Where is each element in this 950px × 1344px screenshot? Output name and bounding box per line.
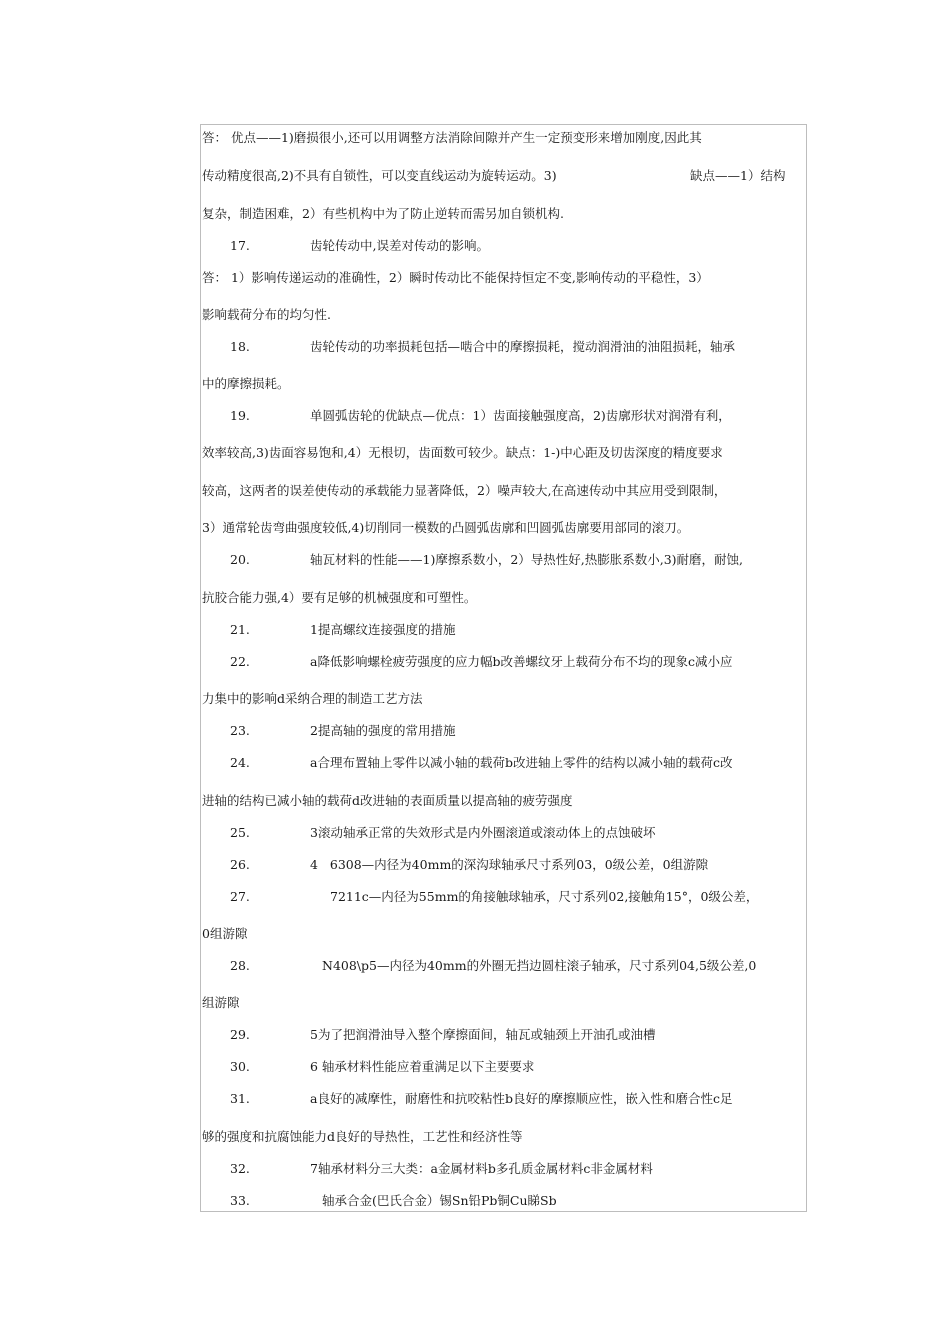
item-text: 轴瓦材料的性能——1)摩擦系数小，2）导热性好,热膨胀系数小,3)耐磨，耐蚀, — [310, 552, 744, 567]
item-text: 轴承合金(巴氏合金）锡Sn铅Pb铜Cu睇Sb — [322, 1193, 557, 1208]
item-number: 22. — [230, 654, 250, 669]
item-text: N408\p5—内径为40mm的外圈无挡边圆柱滚子轴承，尺寸系列04,5级公差,0 — [322, 958, 757, 973]
continuation-line: 组游隙 — [202, 995, 240, 1010]
continuation-line: 3）通常轮齿弯曲强度较低,4)切削同一模数的凸圆弧齿廓和凹圆弧齿廓要用部同的滚刀。 — [202, 520, 690, 535]
answer-line: 答： 1）影响传递运动的准确性，2）瞬时传动比不能保持恒定不变,影响传动的平稳性，3） — [202, 270, 709, 285]
item-text: 单圆弧齿轮的优缺点—优点：1）齿面接触强度高，2)齿廓形状对润滑有利， — [310, 408, 731, 423]
continuation-line: 效率较高,3)齿面容易饱和,4）无根切，齿面数可较少。缺点：1-)中心距及切齿深度的精度要求 — [202, 445, 723, 460]
answer-line: 影响载荷分布的均匀性. — [202, 307, 331, 322]
item-number: 21. — [230, 622, 250, 637]
item-number: 24. — [230, 755, 250, 770]
continuation-line: 0组游隙 — [202, 926, 248, 941]
item-text: a合理布置轴上零件以减小轴的载荷b改进轴上零件的结构以减小轴的载荷c改 — [310, 755, 733, 770]
answer-line: 缺点——1）结构 — [690, 168, 786, 183]
item-text: 7轴承材料分三大类：a金属材料b多孔质金属材料c非金属材料 — [310, 1161, 653, 1176]
item-number: 19. — [230, 408, 250, 423]
item-text: 7211c—内径为55mm的角接触球轴承，尺寸系列02,接触角15°，0级公差， — [330, 889, 759, 904]
item-number: 18. — [230, 339, 250, 354]
item-number: 31. — [230, 1091, 250, 1106]
item-text: 5为了把润滑油导入整个摩擦面间，轴瓦或轴颈上开油孔或油槽 — [310, 1027, 656, 1042]
item-text: 4 6308—内径为40mm的深沟球轴承尺寸系列03，0级公差，0组游隙 — [310, 857, 709, 872]
item-text: 2提高轴的强度的常用措施 — [310, 723, 456, 738]
answer-line: 答： 优点——1)磨损很小,还可以用调整方法消除间隙并产生一定预变形来增加刚度,因此其 — [202, 130, 702, 145]
item-number: 17. — [230, 238, 250, 253]
continuation-line: 够的强度和抗腐蚀能力d良好的导热性，工艺性和经济性等 — [202, 1129, 523, 1144]
item-number: 26. — [230, 857, 250, 872]
item-number: 32. — [230, 1161, 250, 1176]
item-text: 6 轴承材料性能应着重满足以下主要要求 — [310, 1059, 535, 1074]
item-text: a良好的减摩性，耐磨性和抗咬粘性b良好的摩擦顺应性，嵌入性和磨合性c足 — [310, 1091, 733, 1106]
item-text: 齿轮传动中,误差对传动的影响。 — [310, 238, 489, 253]
item-text: 3滚动轴承正常的失效形式是内外圈滚道或滚动体上的点蚀破坏 — [310, 825, 656, 840]
continuation-line: 中的摩擦损耗。 — [202, 376, 290, 391]
continuation-line: 较高，这两者的误差使传动的承载能力显著降低，2）噪声较大,在高速传动中其应用受到限制， — [202, 483, 727, 498]
item-number: 30. — [230, 1059, 250, 1074]
continuation-line: 进轴的结构已减小轴的载荷d改进轴的表面质量以提高轴的疲劳强度 — [202, 793, 573, 808]
item-number: 20. — [230, 552, 250, 567]
item-number: 23. — [230, 723, 250, 738]
item-number: 33. — [230, 1193, 250, 1208]
item-number: 27. — [230, 889, 250, 904]
continuation-line: 力集中的影响d采纳合理的制造工艺方法 — [202, 691, 423, 706]
continuation-line: 抗胶合能力强,4）要有足够的机械强度和可塑性。 — [202, 590, 477, 605]
item-number: 28. — [230, 958, 250, 973]
answer-line: 传动精度很高,2)不具有自锁性，可以变直线运动为旋转运动。3) — [202, 168, 557, 183]
item-text: a降低影响螺栓疲劳强度的应力幅b改善螺纹牙上载荷分布不均的现象c减小应 — [310, 654, 733, 669]
item-text: 1提高螺纹连接强度的措施 — [310, 622, 456, 637]
answer-line: 复杂，制造困难，2）有些机构中为了防止逆转而需另加自锁机构. — [202, 206, 564, 221]
item-number: 25. — [230, 825, 250, 840]
item-number: 29. — [230, 1027, 250, 1042]
item-text: 齿轮传动的功率损耗包括—啮合中的摩擦损耗，搅动润滑油的油阻损耗，轴承 — [310, 339, 736, 354]
